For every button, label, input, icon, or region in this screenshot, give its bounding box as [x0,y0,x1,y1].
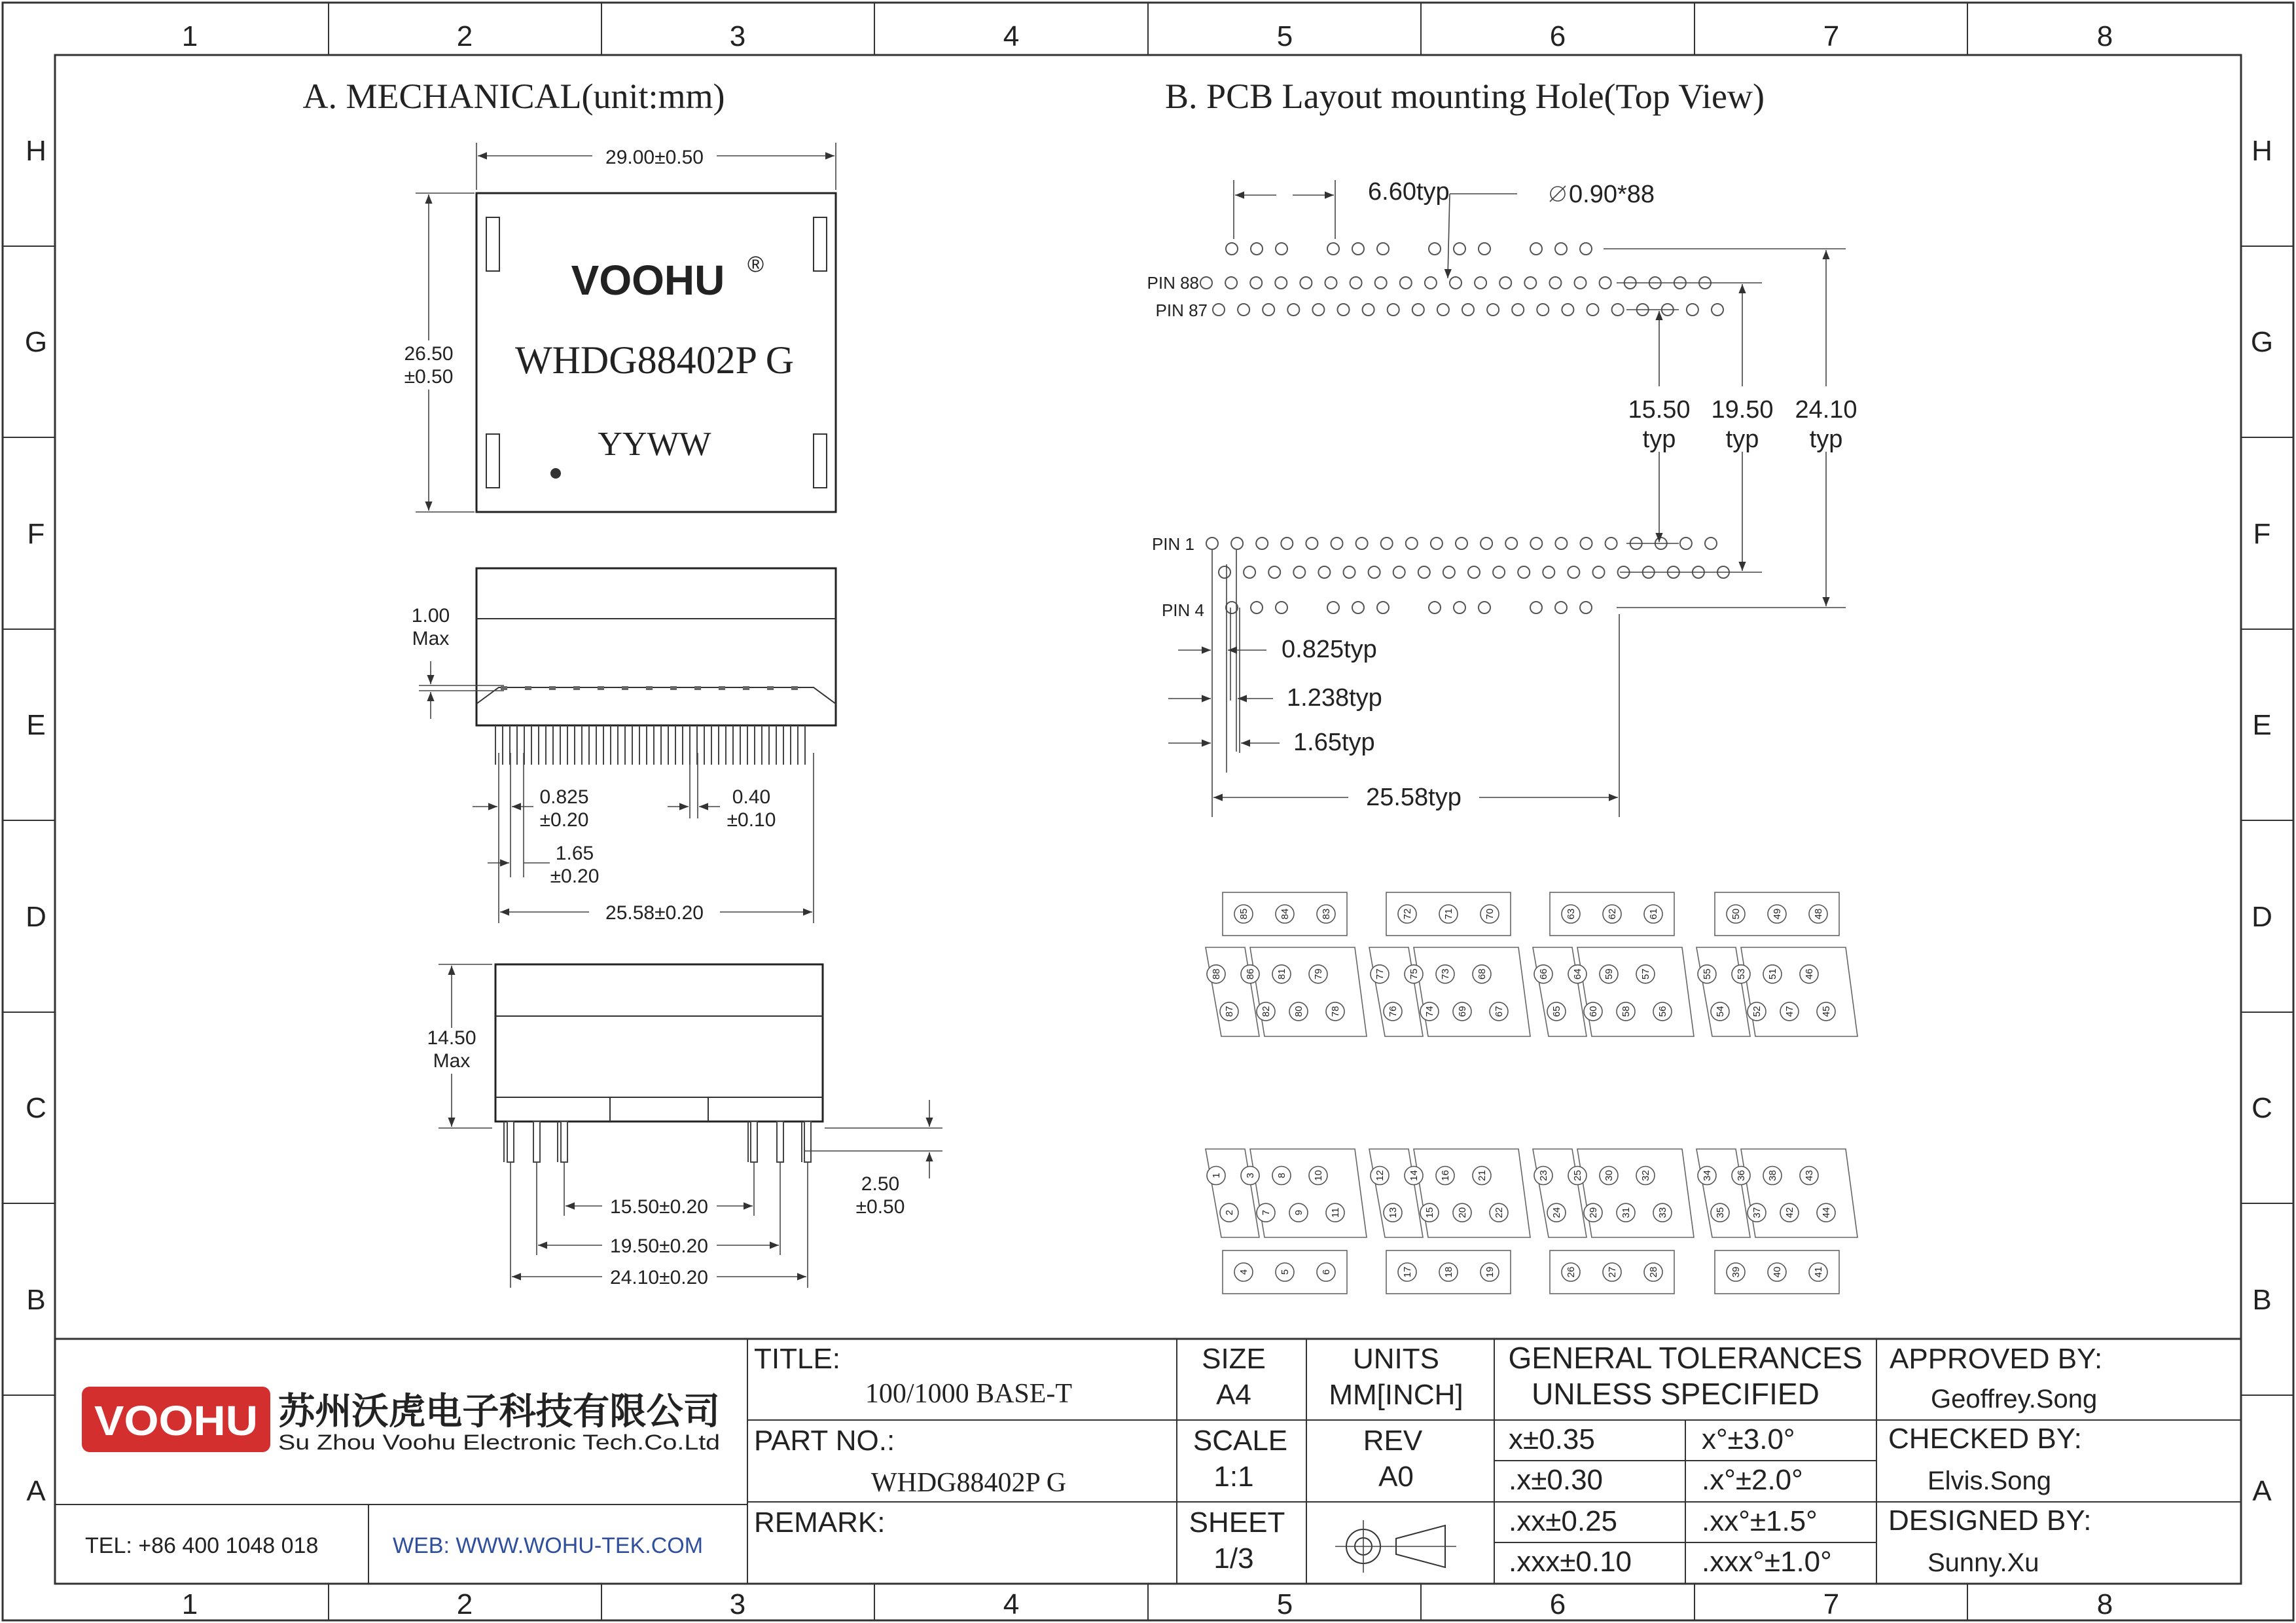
dim-pitch-tol: ±0.20 [539,809,589,831]
dim-lead-value: 2.50 [861,1173,900,1195]
pin-number: 74 [1424,1006,1435,1017]
pin-number: 2 [1224,1210,1235,1216]
title-value: 100/1000 BASE-T [865,1379,1073,1409]
dim-body-height-tol: Max [433,1050,471,1072]
tolerance-linear: .xx±0.25 [1509,1505,1618,1537]
pin-number: 58 [1621,1006,1632,1017]
checked-label: CHECKED BY: [1888,1423,2082,1455]
dim-overall-span: 25.58typ [1366,784,1462,811]
zone-col-bottom: 7 [1823,1588,1840,1620]
pin-number: 62 [1607,908,1618,920]
dim-standoff-tol: Max [412,628,450,649]
pin-1-label: PIN 1 [1151,534,1194,554]
units-label: UNITS [1353,1343,1439,1375]
part-no-label: PART NO.: [754,1425,895,1457]
zone-row-left: A [26,1475,46,1507]
dim-span: 25.58±0.20 [605,902,704,924]
rev-label: REV [1363,1425,1423,1457]
pin-number: 53 [1736,968,1747,980]
pin-number: 15 [1424,1207,1435,1218]
company-tel: TEL: +86 400 1048 018 [85,1533,319,1558]
pin-number: 46 [1804,968,1815,980]
pin-number: 26 [1566,1266,1577,1278]
approved-value: Geoffrey.Song [1931,1385,2098,1413]
pin-number: 29 [1588,1207,1599,1218]
pin-number: 30 [1604,1170,1615,1181]
zone-labels [25,20,2273,1620]
pin-4-label: PIN 4 [1161,600,1204,620]
tolerance-linear: .x±0.30 [1509,1464,1604,1496]
zone-row-right: F [2253,518,2271,550]
pin-number: 36 [1736,1170,1747,1181]
dim-row-span-2: 19.50±0.20 [610,1235,708,1257]
zone-col-top: 1 [181,20,198,52]
pin-number: 23 [1538,1170,1549,1181]
pin-number: 8 [1276,1173,1287,1178]
pin-number: 52 [1751,1006,1763,1017]
pin-87-label: PIN 87 [1155,301,1208,320]
pin-number: 37 [1751,1207,1763,1218]
tolerance-linear: .xxx±0.10 [1509,1546,1632,1578]
zone-col-bottom: 1 [181,1588,198,1620]
zone-col-top: 7 [1823,20,1840,52]
pin-number: 70 [1484,908,1496,920]
dim-row-spacing-2-value: 19.50 [1711,396,1774,424]
pin-number: 27 [1607,1266,1618,1278]
pin-number: 55 [1702,968,1713,980]
pcb-hole-layout [1147,178,1857,817]
dim-body-height-value: 14.50 [427,1027,476,1049]
zone-col-top: 5 [1276,20,1293,52]
pin-number: 47 [1784,1006,1795,1017]
zone-row-right: D [2251,901,2272,933]
pin-number: 72 [1402,908,1413,920]
pin-number: 75 [1408,968,1420,980]
zone-row-left: D [26,901,46,933]
sheet-value: 1/3 [1213,1542,1254,1575]
dim-row-pitch-value: 1.65 [555,843,594,864]
pin-number: 86 [1245,968,1256,980]
tolerance-angular: .xx°±1.5° [1702,1505,1818,1537]
dim-row-spacing-1-typ: typ [1642,426,1676,453]
zone-col-top: 8 [2096,20,2113,52]
zone-col-top: 4 [1003,20,1020,52]
pin-number: 60 [1588,1006,1599,1017]
zone-col-top: 2 [456,20,473,52]
pin-number: 10 [1313,1170,1324,1181]
size-value: A4 [1216,1379,1251,1411]
zone-col-bottom: 3 [729,1588,746,1620]
company-logo-text: VOOHU [94,1397,258,1444]
pin-number: 11 [1330,1207,1341,1218]
pin-number: 59 [1604,968,1615,980]
rev-value: A0 [1378,1461,1414,1493]
tolerance-angular: x°±3.0° [1702,1423,1795,1455]
pin-number: 69 [1457,1006,1468,1017]
zone-col-top: 6 [1549,20,1566,52]
dim-hole-diameter: 0.90*88 [1569,181,1655,208]
zone-col-bottom: 6 [1549,1588,1566,1620]
pin-number: 40 [1772,1266,1783,1278]
pin-number: 87 [1224,1006,1235,1017]
scale-value: 1:1 [1213,1461,1254,1493]
pin-number: 54 [1715,1006,1726,1017]
dim-pitch-value: 0.825 [539,786,589,808]
pin-number: 44 [1821,1207,1832,1218]
size-label: SIZE [1202,1343,1266,1375]
pin-number: 1 [1211,1173,1222,1178]
designed-value: Sunny.Xu [1928,1548,2039,1577]
pin-number: 51 [1767,968,1778,980]
zone-row-right: H [2251,135,2272,167]
scale-label: SCALE [1193,1425,1288,1457]
dim-pitch-825: 0.825typ [1282,636,1377,663]
pin-number: 61 [1648,908,1659,920]
part-marking: WHDG88402P G [514,338,795,382]
pin-number: 73 [1440,968,1451,980]
pin-number: 83 [1321,908,1332,920]
dim-height-tol: ±0.50 [404,366,454,388]
third-angle-projection-icon [1335,1520,1456,1573]
pin-number: 34 [1702,1170,1713,1181]
pin-number: 77 [1374,968,1386,980]
component-front-view [427,964,942,1288]
pin-number: 78 [1330,1006,1341,1017]
pin-number: 25 [1572,1170,1583,1181]
pin-number: 50 [1731,908,1742,920]
pin-number: 85 [1238,908,1249,920]
pin-number: 45 [1821,1006,1832,1017]
zone-row-right: A [2252,1475,2272,1507]
pin-number: 12 [1374,1170,1386,1181]
dim-height-value: 26.50 [404,343,454,365]
date-code: YYWW [598,426,711,463]
pin-number: 13 [1388,1207,1399,1218]
zone-row-right: E [2252,709,2272,741]
pin-number: 18 [1443,1266,1454,1278]
pin-88-label: PIN 88 [1147,273,1199,293]
pin-number: 38 [1767,1170,1778,1181]
pin-number: 57 [1640,968,1651,980]
pcb-heading: B. PCB Layout mounting Hole(Top View) [1165,77,1765,116]
pin-number: 35 [1715,1207,1726,1218]
pin-number: 48 [1813,908,1824,920]
pin-number: 42 [1784,1207,1795,1218]
component-top-view [404,143,836,512]
zone-row-left: B [26,1284,46,1316]
zone-row-left: E [26,709,46,741]
pin-number: 9 [1293,1210,1304,1216]
pin-number: 21 [1477,1170,1488,1181]
approved-label: APPROVED BY: [1890,1343,2103,1375]
dim-pitch-1238: 1.238typ [1287,684,1382,712]
pin-number: 5 [1280,1269,1291,1275]
pin-number: 14 [1408,1170,1420,1181]
company-name-en: Su Zhou Voohu Electronic Tech.Co.Ltd [278,1431,720,1454]
pin-number: 16 [1440,1170,1451,1181]
dim-lead-tol: ±0.50 [855,1196,905,1218]
dim-group-pitch: 6.60typ [1368,178,1450,206]
pin-number: 22 [1494,1207,1505,1218]
sheet-label: SHEET [1189,1506,1285,1539]
pin-number: 43 [1804,1170,1815,1181]
pin-number: 19 [1484,1266,1496,1278]
tolerance-angular: .x°±2.0° [1702,1464,1803,1496]
zone-row-right: C [2251,1092,2272,1124]
tolerances-heading-1: GENERAL TOLERANCES [1508,1341,1863,1375]
zone-col-bottom: 5 [1276,1588,1293,1620]
pin-number: 76 [1388,1006,1399,1017]
dim-pin-width-value: 0.40 [732,786,771,808]
dim-row-span-1: 15.50±0.20 [610,1196,708,1218]
dim-standoff-value: 1.00 [411,605,450,627]
pin-number: 88 [1211,968,1222,980]
pin-number: 65 [1551,1006,1562,1017]
dim-pin-width-tol: ±0.10 [726,809,776,831]
pin-number: 32 [1640,1170,1651,1181]
part-no-value: WHDG88402P G [870,1468,1067,1498]
pin-number: 79 [1313,968,1324,980]
tolerance-linear: x±0.35 [1509,1423,1595,1455]
pin-number: 67 [1494,1006,1505,1017]
zone-row-right: G [2250,326,2274,358]
units-value: MM[INCH] [1329,1379,1463,1411]
pin-number: 56 [1657,1006,1668,1017]
pin-number: 81 [1276,968,1287,980]
zone-col-top: 3 [729,20,746,52]
pin-number: 41 [1813,1266,1824,1278]
pin-number: 82 [1261,1006,1272,1017]
remark-label: REMARK: [754,1506,886,1539]
title-block [55,1339,2241,1584]
pin-number: 39 [1731,1266,1742,1278]
checked-value: Elvis.Song [1928,1467,2051,1495]
dim-row-spacing-3-value: 24.10 [1795,396,1857,424]
pin-number: 31 [1621,1207,1632,1218]
pin-number: 6 [1321,1269,1332,1275]
pin-number: 28 [1648,1266,1659,1278]
pin-number: 80 [1293,1006,1304,1017]
sheet-frame [3,3,2293,1620]
zone-col-bottom: 2 [456,1588,473,1620]
pin-number: 24 [1551,1207,1562,1218]
dim-width: 29.00±0.50 [605,147,704,168]
zone-col-bottom: 4 [1003,1588,1020,1620]
company-name-cn: 苏州沃虎电子科技有限公司 [278,1391,720,1432]
pin-number-maps [1206,892,1857,1294]
pin-number: 49 [1772,908,1783,920]
title-label: TITLE: [754,1343,841,1375]
company-web: WEB: WWW.WOHU-TEK.COM [393,1533,704,1558]
dim-row-spacing-3-typ: typ [1809,426,1843,453]
component-side-view [412,568,836,924]
pin-number: 64 [1572,968,1583,980]
zone-row-left: H [26,135,46,167]
pin-number: 4 [1238,1269,1249,1275]
pin-number: 71 [1443,908,1454,920]
pin-number: 33 [1657,1207,1668,1218]
dim-row-pitch-tol: ±0.20 [550,866,600,887]
mechanical-heading: A. MECHANICAL(unit:mm) [302,77,725,116]
dim-row-span-3: 24.10±0.20 [610,1267,708,1288]
dim-pitch-165: 1.65typ [1293,729,1375,756]
pin-number: 63 [1566,908,1577,920]
pin-number: 7 [1261,1210,1272,1216]
dim-row-spacing-1-value: 15.50 [1628,396,1691,424]
zone-row-left: F [27,518,45,550]
dim-row-spacing-2-typ: typ [1725,426,1759,453]
designed-label: DESIGNED BY: [1888,1504,2092,1537]
pin-number: 84 [1280,908,1291,920]
registered-mark: ® [747,252,764,277]
zone-col-bottom: 8 [2096,1588,2113,1620]
pin-number: 17 [1402,1266,1413,1278]
tolerance-angular: .xxx°±1.0° [1702,1546,1832,1578]
pin-number: 68 [1477,968,1488,980]
tolerances-heading-2: UNLESS SPECIFIED [1532,1377,1820,1411]
zone-row-left: C [26,1092,46,1124]
pin-number: 66 [1538,968,1549,980]
pin-number: 3 [1245,1173,1256,1178]
zone-row-right: B [2252,1284,2272,1316]
pin-number: 20 [1457,1207,1468,1218]
brand-logo: VOOHU [571,257,725,304]
zone-row-left: G [24,326,48,358]
